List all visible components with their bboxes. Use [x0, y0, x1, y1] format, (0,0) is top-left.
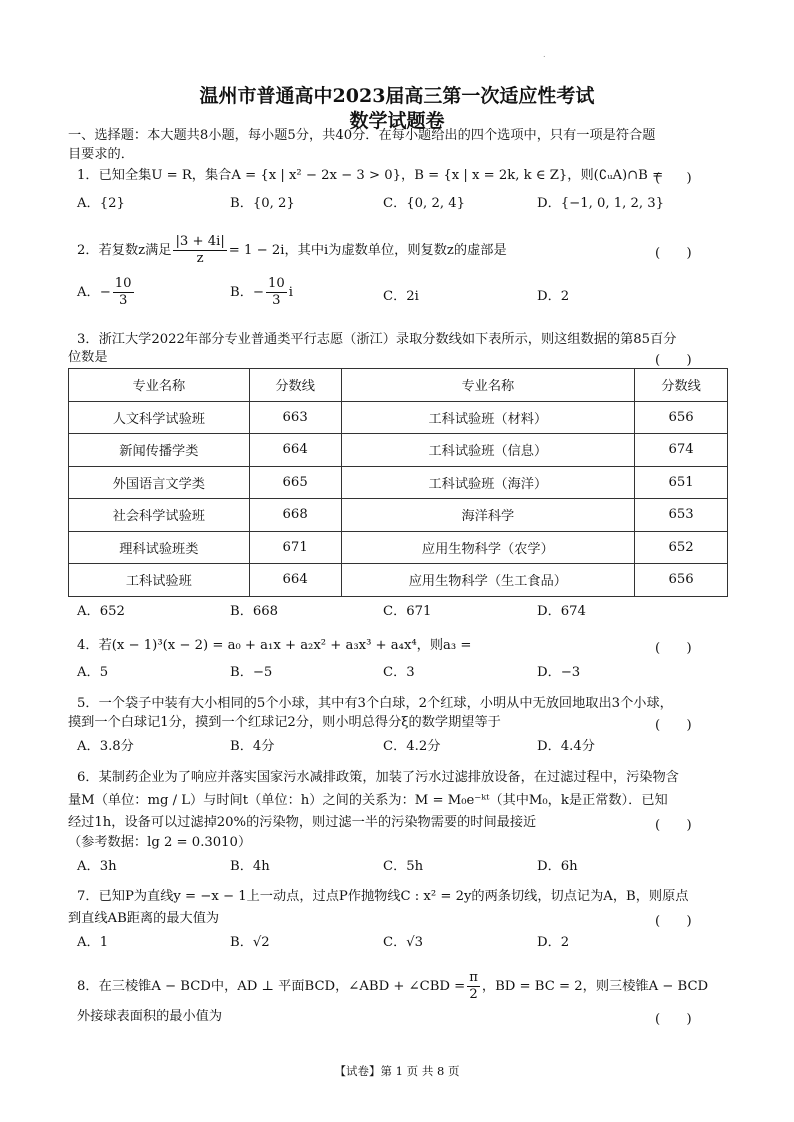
q3-stem-line2: 位数是: [68, 350, 108, 365]
q2-suffix: = 1 − 2i，其中i为虚数单位，则复数z的虚部是: [228, 243, 507, 258]
table-cell: 工科试验班（信息）: [341, 434, 635, 467]
q2-fraction: [173, 234, 226, 267]
q6-option-c: C．5h: [383, 859, 424, 874]
section-intro-line2: 目要求的．: [68, 147, 134, 162]
q6-stem-line2: 量M（单位：mg / L）与时间t（单位：h）之间的关系为：M = M₀e⁻ᵏᵗ（其中M₀，k是正常数）．已知: [68, 793, 668, 808]
q5-stem-line2: 摸到一个白球记1分，摸到一个红球记2分，则小明总得分ξ的数学期望等于: [68, 715, 501, 730]
table-header: 分数线: [635, 369, 728, 402]
q3-option-c: C．671: [383, 604, 432, 619]
table-cell: 651: [635, 466, 728, 499]
q1-answer-paren: ( ): [655, 171, 692, 186]
q2-option-a: [77, 276, 136, 309]
table-cell: 外国语言文学类: [69, 466, 250, 499]
table-cell: 工科试验班: [69, 564, 250, 597]
q7-stem-line1: 7．已知P为直线y = −x − 1上一动点，过点P作抛物线C : x² = 2y的两条切线，切点记为A，B，则原点: [77, 889, 689, 904]
q4-stem: 4．若(x − 1)³(x − 2) = a₀ + a₁x + a₂x² + a₃x³ + a₄x⁴，则a₃ =: [77, 638, 472, 653]
table-cell: 656: [635, 564, 728, 597]
q6-option-b: B．4h: [230, 859, 270, 874]
q8-frac-num: π: [469, 970, 478, 985]
q7-option-d: D．2: [537, 935, 570, 950]
q3-option-b: B．668: [230, 604, 279, 619]
q4-answer-paren: ( ): [655, 641, 692, 656]
q2-frac-num: |3 + 4i|: [175, 234, 225, 249]
table-cell: 664: [249, 564, 341, 597]
q2-b-label: B．−: [230, 285, 264, 300]
q3-option-a: A．652: [77, 604, 125, 619]
q1-option-b: B．{0, 2}: [230, 196, 295, 211]
q7-option-a: A．1: [77, 935, 109, 950]
q1-option-d: D．{−1, 0, 1, 2, 3}: [537, 196, 665, 211]
q6-answer-paren: ( ): [655, 818, 692, 833]
q2-a-fraction: [113, 276, 134, 309]
table-header: 专业名称: [341, 369, 635, 402]
table-cell: 新闻传播学类: [69, 434, 250, 467]
exam-title: 温州市普通高中2023届高三第一次适应性考试: [199, 85, 595, 107]
q2-a-label: A．−: [77, 285, 111, 300]
q4-option-c: C．3: [383, 665, 415, 680]
table-cell: 应用生物科学（生工食品）: [341, 564, 635, 597]
table-header: 专业名称: [69, 369, 250, 402]
q8-stem-line2: 外接球表面积的最小值为: [77, 1009, 223, 1024]
q7-option-b: B．√2: [230, 935, 270, 950]
table-cell: 668: [249, 499, 341, 532]
q5-stem-line1: 5．一个袋子中装有大小相同的5个小球，其中有3个白球，2个红球，小明从中无放回地取出3个小球，: [77, 696, 673, 711]
q1-stem: 1．已知全集U = R，集合A = {x | x² − 2x − 3 > 0}，B = {x | x = 2k, k ∈ Z}，则(∁ᵤA)∩B =: [77, 168, 664, 183]
q1-option-a: A．{2}: [77, 196, 125, 211]
table-header: 分数线: [249, 369, 341, 402]
q2-option-c: C．2i: [383, 289, 419, 304]
q6-stem-line4: （参考数据：lg 2 = 0.3010）: [68, 835, 252, 850]
exam-subtitle: 数学试题卷: [349, 110, 445, 132]
q6-option-a: A．3h: [77, 859, 117, 874]
table-cell: 665: [249, 466, 341, 499]
table-cell: 656: [635, 401, 728, 434]
table-cell: 653: [635, 499, 728, 532]
q8-suffix: ，BD = BC = 2，则三棱锥A − BCD: [481, 979, 709, 994]
page-footer: 【试卷】第 1 页 共 8 页: [334, 1064, 460, 1078]
q5-answer-paren: ( ): [655, 718, 692, 733]
table-row: [69, 434, 728, 467]
table-header-row: [69, 369, 728, 402]
q8-fraction: [467, 970, 480, 1003]
table-cell: 应用生物科学（农学）: [341, 531, 635, 564]
q2-b-fraction: [266, 276, 287, 309]
q4-option-d: D．−3: [537, 665, 581, 680]
q6-stem-line3: 经过1h，设备可以过滤掉20%的污染物，则过滤一半的污染物需要的时间最接近: [68, 815, 537, 830]
table-cell: 652: [635, 531, 728, 564]
table-row: [69, 531, 728, 564]
table-cell: 海洋科学: [341, 499, 635, 532]
q8-answer-paren: ( ): [655, 1012, 692, 1027]
table-row: [69, 499, 728, 532]
q2-a-den: 3: [118, 293, 128, 308]
score-table: [68, 368, 728, 597]
section-intro-line1: 一、选择题：本大题共8小题，每小题5分，共40分．在每小题给出的四个选项中，只有一项是符合题: [68, 128, 656, 143]
q6-stem-line1: 6．某制药企业为了响应并落实国家污水减排政策，加装了污水过滤排放设备，在过滤过程中，污染物含: [77, 770, 679, 785]
table-cell: 工科试验班（材料）: [341, 401, 635, 434]
q7-answer-paren: ( ): [655, 914, 692, 929]
table-cell: 671: [249, 531, 341, 564]
q4-option-b: B．−5: [230, 665, 273, 680]
stray-dot: .: [543, 50, 546, 59]
table-cell: 663: [249, 401, 341, 434]
q3-stem-line1: 3．浙江大学2022年部分专业普通类平行志愿（浙江）录取分数线如下表所示，则这组数据的第85百分: [77, 332, 677, 347]
q2-prefix: 2．若复数z满足: [77, 243, 172, 258]
q5-option-d: D．4.4分: [537, 739, 595, 754]
q3-option-d: D．674: [537, 604, 586, 619]
q5-option-a: A．3.8分: [77, 739, 134, 754]
q1-option-c: C．{0, 2, 4}: [383, 196, 465, 211]
q2-stem: [77, 234, 507, 267]
table-cell: 664: [249, 434, 341, 467]
q2-frac-den: z: [196, 251, 204, 266]
q2-option-d: D．2: [537, 289, 570, 304]
table-row: [69, 564, 728, 597]
q2-answer-paren: ( ): [655, 246, 692, 261]
q8-stem-line1: [77, 970, 708, 1003]
q2-b-num: 10: [267, 276, 285, 291]
q5-option-b: B．4分: [230, 739, 275, 754]
q2-a-num: 10: [114, 276, 132, 291]
table-cell: 理科试验班类: [69, 531, 250, 564]
table-cell: 工科试验班（海洋）: [341, 466, 635, 499]
q2-b-den: 3: [272, 293, 281, 308]
q5-option-c: C．4.2分: [383, 739, 441, 754]
q7-option-c: C．√3: [383, 935, 424, 950]
table-row: [69, 466, 728, 499]
q4-option-a: A．5: [77, 665, 109, 680]
q8-frac-den: 2: [469, 987, 478, 1002]
table-cell: 人文科学试验班: [69, 401, 250, 434]
q8-prefix: 8．在三棱锥A − BCD中，AD ⊥ 平面BCD，∠ABD + ∠CBD =: [77, 979, 466, 994]
q2-option-b: [230, 276, 293, 309]
q2-b-tail: i: [288, 285, 293, 300]
q6-option-d: D．6h: [537, 859, 578, 874]
table-cell: 社会科学试验班: [69, 499, 250, 532]
table-cell: 674: [635, 434, 728, 467]
q3-answer-paren: ( ): [655, 353, 692, 368]
table-row: [69, 401, 728, 434]
q7-stem-line2: 到直线AB距离的最大值为: [68, 911, 220, 926]
